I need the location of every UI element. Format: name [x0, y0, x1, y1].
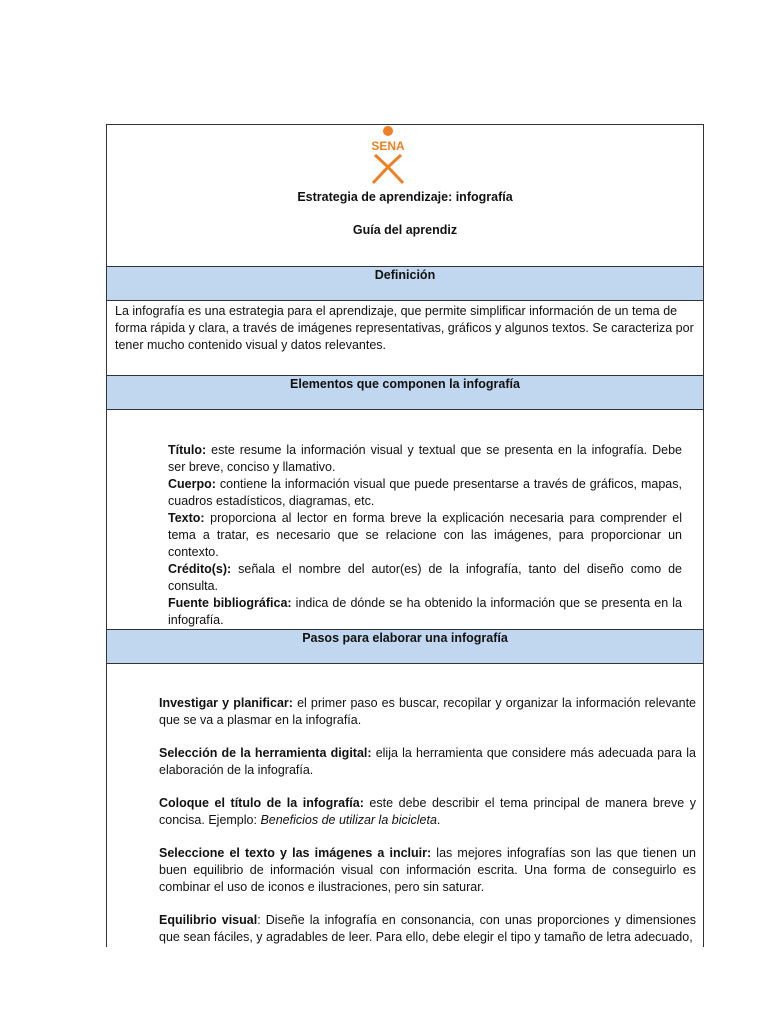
paso-term: Investigar y planificar: [159, 696, 293, 710]
document-subtitle: Guía del aprendiz [352, 223, 458, 237]
paso-item [159, 845, 696, 896]
elemento-item [168, 442, 682, 476]
definicion-cell [107, 301, 703, 376]
elemento-term: Título: [168, 443, 207, 457]
elemento-text: este resume la información visual y textual que se presenta en la infografía. Debe ser breve, conciso y llamativo. [168, 443, 682, 474]
pasos-heading: Pasos para elaborar una infografía [302, 631, 508, 645]
paso-item [159, 695, 696, 729]
paso-text: las mejores infografías son las que tienen un buen equilibrio de información visual con información escrita. Una forma de conseguirlo es combinar el uso de iconos e ilustraciones, pero sin saturar. [159, 846, 697, 894]
paso-text: el primer paso es buscar, recopilar y organizar la información relevante que se va a plasmar en la infografía. [159, 696, 696, 727]
paso-term: Selección de la herramienta digital: [159, 746, 372, 760]
elemento-item [168, 476, 682, 510]
elemento-term: Crédito(s): [168, 562, 232, 576]
elemento-item [168, 510, 682, 561]
elemento-term: Fuente bibliográfica: [168, 596, 292, 610]
pasos-heading-band [107, 629, 703, 664]
elementos-heading: Elementos que componen la infografía [290, 377, 520, 391]
paso-tail: . [436, 813, 441, 827]
paso-term: Equilibrio visual [159, 913, 258, 927]
elemento-item [168, 561, 682, 595]
pasos-list [159, 695, 696, 947]
elemento-text: indica de dónde se ha obtenido la información que se presenta en la infografía. [168, 596, 682, 627]
elementos-heading-band [107, 375, 703, 410]
sena-logo [359, 125, 417, 185]
paso-item [159, 745, 696, 779]
definicion-heading: Definición [374, 268, 436, 282]
elemento-text: señala el nombre del autor(es) de la infografía, tanto del diseño como de consulta. [168, 562, 682, 593]
paso-text: : Diseñe la infografía en consonancia, con unas proporciones y dimensiones que sean fáciles, y agradables de leer. Para ello, debe elegir el tipo y tamaño de letra adecuado, [159, 913, 697, 944]
elemento-term: Texto: [168, 511, 205, 525]
sena-logo-text: SENA [371, 139, 405, 153]
paso-text: elija la herramienta que considere más adecuada para la elaboración de la infografía. [159, 746, 696, 777]
paso-example: Beneficios de utilizar la bicicleta [260, 813, 437, 827]
paso-item [159, 912, 696, 946]
elementos-list [168, 442, 682, 629]
definicion-heading-band [107, 266, 703, 301]
document-header [107, 125, 703, 267]
paso-text: este debe describir el tema principal de manera breve y concisa. Ejemplo: [159, 796, 696, 827]
elemento-text: proporciona al lector en forma breve la explicación necesaria para comprender el tema a tratar, es necesario que se relacione con las imágenes, para proporcionar un contexto. [168, 511, 682, 559]
document-title: Estrategia de aprendizaje: infografía [297, 190, 513, 204]
definicion-text: La infografía es una estrategia para el aprendizaje, que permite simplificar información de un tema de forma rápida y clara, a través de imágenes representativas, gráficos y algunos textos. Se caracteriza por tener mucho contenido visual y datos relevantes. [115, 304, 694, 352]
document-table [106, 124, 704, 947]
elemento-text: contiene la información visual que puede presentarse a través de gráficos, mapas, cuadros estadísticos, diagramas, etc. [168, 477, 682, 508]
paso-term: Coloque el título de la infografía: [159, 796, 364, 810]
paso-term: Seleccione el texto y las imágenes a incluir: [159, 846, 432, 860]
paso-item [159, 795, 696, 829]
elemento-item [168, 595, 682, 629]
elemento-term: Cuerpo: [168, 477, 216, 491]
